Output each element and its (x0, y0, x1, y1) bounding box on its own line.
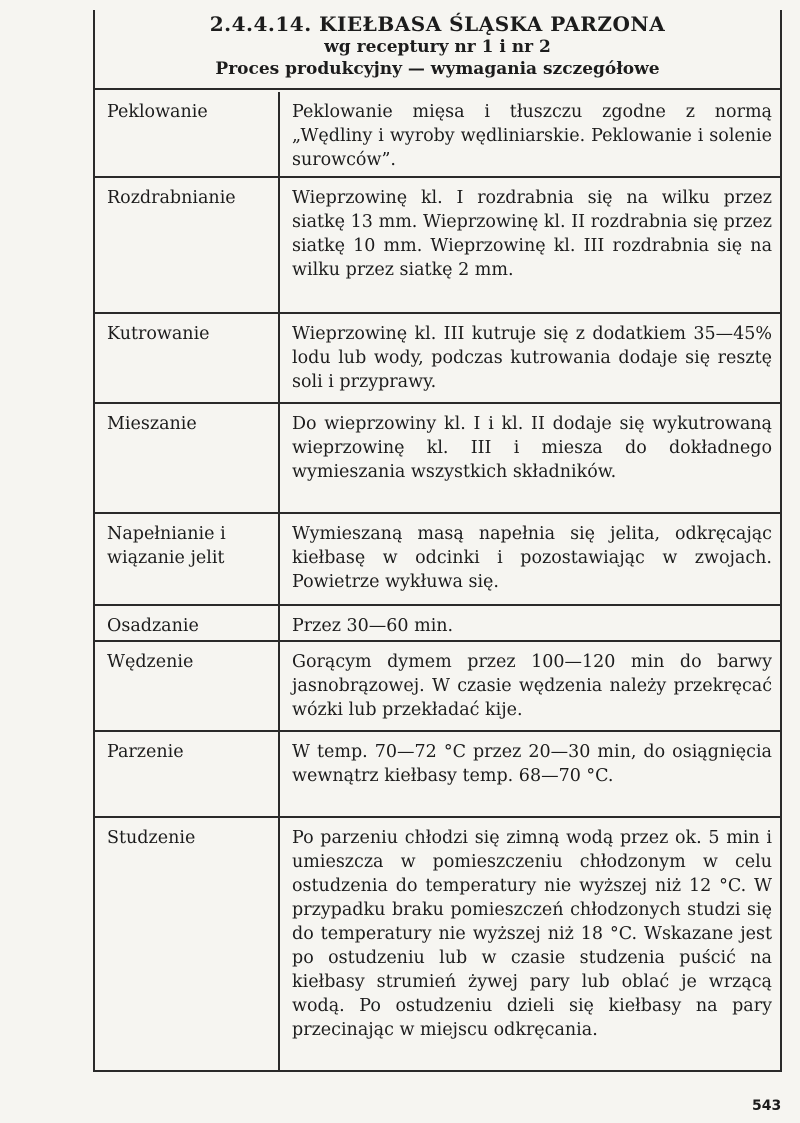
process-subtitle: Proces produkcyjny — wymagania szczegółowe (215, 59, 660, 79)
table-row (93, 732, 782, 818)
table-row (93, 606, 782, 642)
table-row (93, 178, 782, 314)
step-description: Przez 30—60 min. (292, 616, 454, 636)
step-description: Do wieprzowiny kl. I i kl. II dodaje się wykutrowaną wieprzowinę kl. III i miesza do dokładnego wymieszania wszystkich składników. (292, 414, 772, 482)
step-name: Osadzanie (93, 606, 280, 640)
step-name: Kutrowanie (93, 314, 280, 402)
step-description: Wieprzowinę kl. I rozdrabnia się na wilku przez siatkę 13 mm. Wieprzowinę kl. II rozdrabnia się przez siatkę 10 mm. Wieprzowinę kl. III rozdrabnia się na wilku przez siatkę 2 mm. (292, 188, 772, 280)
table-row (93, 818, 782, 1072)
step-name: Mieszanie (93, 404, 280, 512)
step-description: W temp. 70—72 °C przez 20—30 min, do osiągnięcia wewnątrz kiełbasy temp. 68—70 °C. (292, 742, 772, 786)
step-name: Peklowanie (93, 92, 280, 176)
step-name: Studzenie (93, 818, 280, 1072)
table-row (93, 642, 782, 732)
process-table (93, 92, 782, 1072)
table-row (93, 92, 782, 178)
step-description: Po parzeniu chłodzi się zimną wodą przez ok. 5 min i umieszcza w pomieszczeniu chłodzonym w celu ostudzenia do temperatury nie wyższej niż 12 °C. W przypadku braku pomieszczeń chłodzonych studzi się do temperatury nie wyższej niż 18 °C. Wskazane jest po ostudzeniu lub w czasie studzenia puścić na kiełbasy strumień żywej pary lub oblać je wrzącą wodą. Po ostudzeniu dzieli się kiełbasy na pary przecinając w miejscu odkręcania. (292, 828, 772, 1040)
step-name: Wędzenie (93, 642, 280, 730)
step-name: Parzenie (93, 732, 280, 816)
table-row (93, 514, 782, 606)
table-row (93, 404, 782, 514)
recipe-subtitle: wg receptury nr 1 i nr 2 (324, 37, 551, 57)
page-number: 543 (752, 1098, 782, 1114)
step-description: Gorącym dymem przez 100—120 min do barwy jasnobrązowej. W czasie wędzenia należy przekręcać wózki lub przekładać kije. (292, 652, 772, 720)
step-description: Wieprzowinę kl. III kutruje się z dodatkiem 35—45% lodu lub wody, podczas kutrowania dodaje się resztę soli i przyprawy. (292, 324, 772, 392)
step-name: Rozdrabnianie (93, 178, 280, 312)
table-header (93, 10, 782, 90)
table-row (93, 314, 782, 404)
step-description: Peklowanie mięsa i tłuszczu zgodne z normą „Wędliny i wyroby wędliniarskie. Peklowanie i solenie surowców”. (292, 102, 772, 170)
section-title: 2.4.4.14. KIEŁBASA ŚLĄSKA PARZONA (209, 12, 666, 36)
step-name: Napełnianie i wiązanie jelit (93, 514, 280, 604)
step-description: Wymieszaną masą napełnia się jelita, odkręcając kiełbasę w odcinki i pozostawiając w zwojach. Powietrze wykłuwa się. (292, 524, 772, 592)
